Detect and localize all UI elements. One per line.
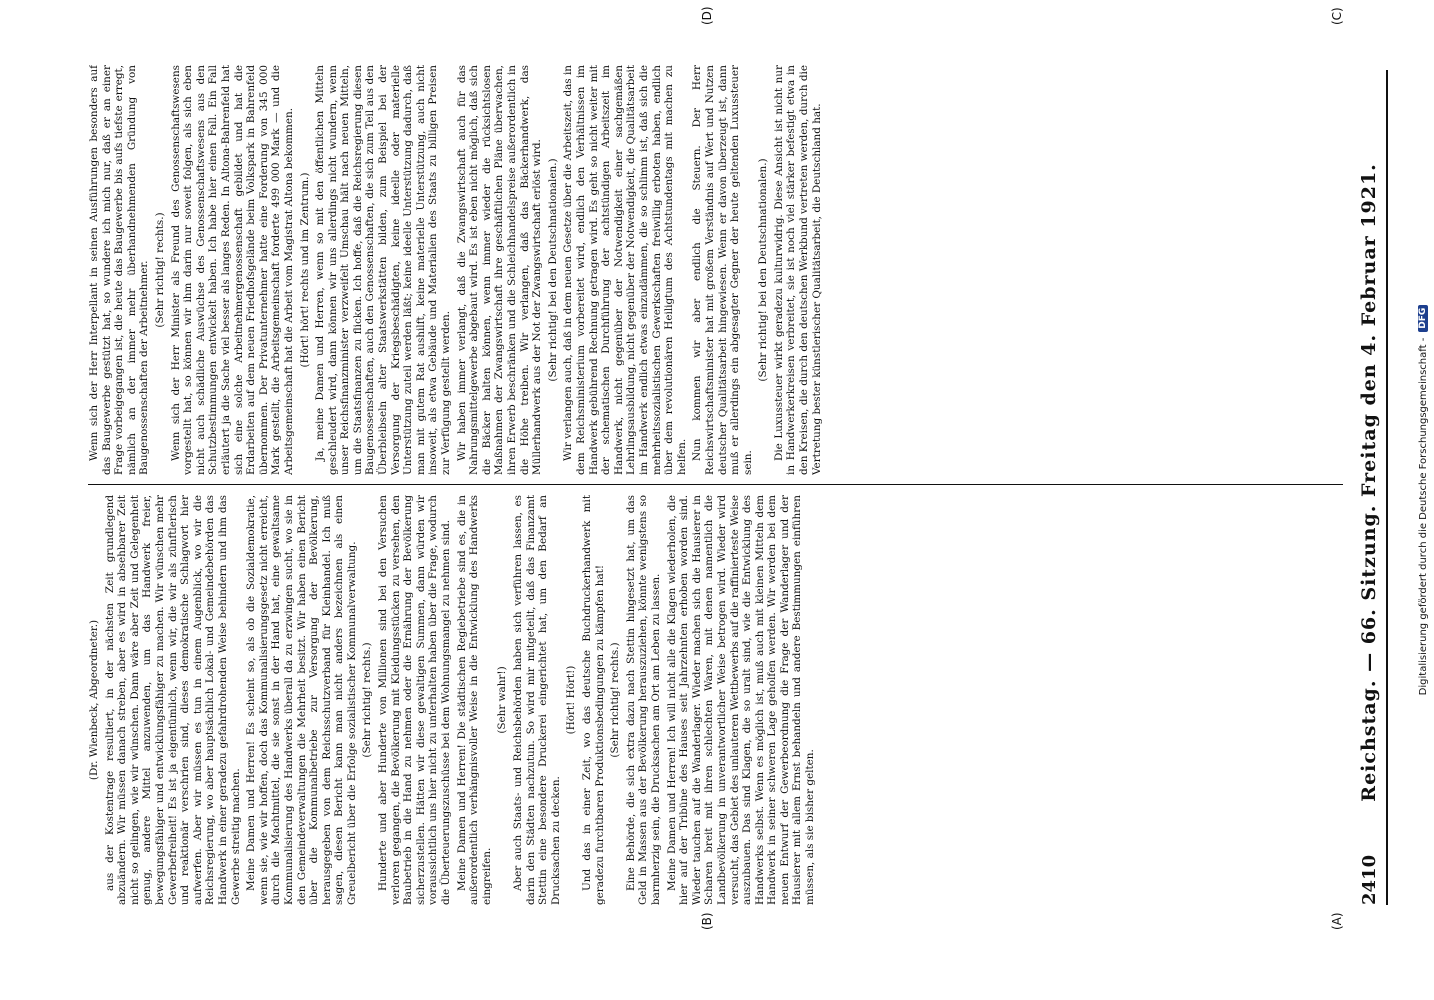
paragraph: Wenn sich der Herr Minister als Freund des Genossenschaftswesens vorgestellt hat, so können wir ihm darin nur soweit folgen, als sich eben nicht auch schädliche Auswüchse des Genossenschaftswesens aus den Schutzbestimmungen entwickelt haben. Ich habe hier einen Fall. Ein Fall erläutert ja die Sache viel besser als langes Reden. In Altona-Bahrenfeld hat sich eine solche Arbeitnehmergenossenschaft gebildet und hat die Erdarbeiten auf dem neuen Friedhofsgelände beim Volkspark in Bahrenfeld übernommen. Der Privatunternehmer hatte eine Forderung von 345 000 Mark gestellt, die Arbeitsgemeinschaft forderte 499 000 Mark — und die Arbeitsgemeinschaft hat die Arbeit vom Magistrat Altona bekommen. (169, 65, 295, 475)
page-title: Reichstag. — 66. Sitzung. Freitag den 4. Februar 1921. (1358, 163, 1380, 802)
left-text-column (88, 495, 1343, 905)
margin-marker-b: (B) (700, 912, 714, 930)
margin-marker-d: (D) (700, 6, 714, 25)
column-divider (88, 484, 1343, 485)
paragraph: Aber auch Staats- und Reichsbehörden haben sich verführen lassen, es darin den Städten nachzutun. So wird mir mitgeteilt, daß das Finanzamt Stettin eine besondere Druckerei eingerichtet hat, um den Bedarf an Drucksachen zu decken. (512, 495, 562, 905)
paragraph: Meine Damen und Herren! Ich will nicht alle die Klagen wiederholen, die hier auf der Tribüne des Hauses seit Jahrzehnten erhoben worden sind. Wieder tauchen auf die Wanderlager. Wieder machen sich die Hausierer in Scharen breit mit ihren schlechten Waren, mit denen namentlich die Landbevölkerung in unverantwortlicher Weise betrogen wird. Wieder wird versucht, das Gebiet des unlauteren Wettbewerbs auf die raffinierteste Weise auszubauen. Das sind Klagen, die so uralt sind, wie die Entwicklung des Handwerks selbst. Wenn es möglich ist, muß auch mit kleinen Mitteln dem Handwerk in seiner schweren Lage geholfen werden. Wir werden bei dem neuen Entwurf der Gewerbeordnung die Frage der Wanderlager und der Hausierer mit allem Ernst behandeln und andere Bestimmungen einführen müssen, als sie bisher gelten. (665, 495, 817, 905)
interjection: (Sehr richtig! rechts.) (609, 642, 622, 758)
speaker-line: (Dr. Wienbeck, Abgeordneter.) (88, 619, 100, 781)
paragraph: Nun kommen wir aber endlich die Steuern. Der Herr Reichswirtschaftsminister hat mit großem Verständnis auf Wert und Nutzen deutscher Qualitätsarbeit hingewiesen. Wenn er davon überzeugt ist, dann muß er allerdings ein abgesagter Gegner der heute geltenden Luxussteuer sein. (691, 65, 754, 475)
page-header (1352, 70, 1388, 905)
margin-marker-c: (C) (1330, 7, 1344, 25)
digitization-note (1408, 0, 1434, 1000)
interjection: (Sehr richtig! rechts.) (153, 212, 166, 328)
interjection: (Hört! Hört!) (565, 665, 578, 735)
paragraph: Wir verlangen auch, daß in dem neuen Gesetze über die Arbeitszeit, das in dem Reichsministerium vorbereitet wird, endlich den Verhältnissen im Handwerk gebührend Rechnung getragen wird. Es geht so nicht weiter mit der schematischen Durchführung der achtstündigen Arbeitszeit im Handwerk, nicht gegenüber der Notwendigkeit einer sachgemäßen Lehrlingsausbildung, nicht gegenüber der Notwendigkeit, die Qualitätsarbeit im Handwerk endlich etwas einzudämmen, die so schlimm ist, daß sich die mehrheitssozialistischen Gewerkschaften freiwillig erboten haben, endlich über dem revolutionären Heiligtum des Achtstundentags mit machen zu helfen. (562, 65, 688, 475)
interjection: (Sehr wahr!) (496, 666, 509, 734)
paragraph: aus der Kostentrage resultiert, in der nächsten Zeit grundlegend abzuändern. Wir müssen danach streben, aber es wird in absehbarer Zeit nicht so gelingen, wie wir wünschen. Dann wäre aber Zeit und Gelegenheit genug, andere Mittel anzuwenden, um das Handwerk freier, bewegungsfähiger und entwicklungsfähiger zu machen. Wir wünschen mehr Gewerbefreiheit! Es ist ja eigentümlich, wenn wir, die wir als zünftlerisch und reaktionär verschrien sind, dieses demokratische Schlagwort hier aufwerfen. Aber wir müssen es tun in einem Augenblick, wo wir die Reichsregierung, wo aber hauptsächlich Lokal- und Gemeindebehörden das Handwerk in einer geradezu gefahrdrohenden Weise behindern und ihm das Gewerbe streitig machen. (103, 495, 242, 905)
digitization-text: Digitalisierung gefördert durch die Deutsche Forschungsgemeinschaft - (1417, 337, 1429, 696)
dfg-logo: DFG (1418, 305, 1428, 332)
paragraph: Und das in einer Zeit, wo das deutsche Buchdruckerhandwerk mit geradezu furchtbaren Produktionsbedingungen zu kämpfen hat! (580, 495, 606, 905)
paragraph: Wenn sich der Herr Interpellant in seinen Ausführungen besonders auf das Baugewerbe gestützt hat, so wundere ich mich nur, daß er an einer Frage vorbeigegangen ist, die heute das Baugewerbe bis aufs tiefste erregt, nämlich an der immer mehr überhandnehmenden Gründung von Baugenossenschaften der Arbeitnehmer. (88, 65, 151, 475)
paragraph: Wir haben immer verlangt, daß die Zwangswirtschaft auch für das Nahrungsmittelgewerbe abgebaut wird. Es ist eben nicht möglich, daß sich die Bäcker halten können, wenn immer wieder die rücksichtslosen Maßnahmen der Zwangswirtschaft ihre geschäftlichen Pläne überwachen, ihren Erwerb beschränken und die Schleichhandelspreise außerordentlich in die Höhe treiben. Wir verlangen, daß das Bäckerhandwerk, das Müllerhandwerk aus der Not der Zwangswirtschaft erlöst wird. (455, 65, 544, 475)
paragraph: Eine Behörde, die sich extra dazu nach Stettin hingesetzt hat, um das Geld in Massen aus der Bevölkerung herauszuziehen, könnte wenigstens so barmherzig sein, die Drucksachen am Ort am Leben zu lassen. (624, 495, 662, 905)
interjection: (Sehr richtig! bei den Deutschnationalen.) (757, 158, 770, 382)
interjection: (Sehr richtig! rechts.) (361, 642, 374, 758)
page-number: 2410 (1358, 854, 1380, 905)
paragraph: Meine Damen und Herren! Die städtischen Regiebetriebe sind es, die in außerordentlich verhängnisvoller Weise in die Entwicklung des Handwerks eingreifen. (455, 495, 493, 905)
interjection: (Hört! hört! rechts und im Zentrum.) (298, 172, 311, 368)
margin-marker-a: (A) (1330, 912, 1344, 930)
paragraph: Die Luxussteuer wirkt geradezu kulturwidrig. Diese Ansicht ist nicht nur in Handwerkerkreisen verbreitet, sie ist noch viel stärker befestigt etwa in den Kreisen, die durch den deutschen Werkbund vertreten werden, durch die Vertretung bester künstlerischer Qualitätsarbeit, die Deutschland hat. (772, 65, 823, 475)
paragraph: Meine Damen und Herren! Es scheint so, als ob die Sozialdemokratie, wenn sie, wie wir hoffen, doch das Kommunalisierungsgesetz nicht erreicht, durch die Machtmittel, die sie sonst in der Hand hat, eine gewaltsame Kommunalisierung des Handwerks überall da zu erzwingen sucht, wo sie in den Gemeindeverwaltungen die Mehrheit besitzt. Wir haben einen Bericht über die Kommunalbetriebe zur Versorgung der Bevölkerung, herausgegeben von dem Reichsschutzverband für Kleinhandel. Ich muß sagen, diesen Bericht kann man nicht anders bezeichnen als einen Greuelbericht über die Erfolge sozialistischer Kommunalverwaltung. (245, 495, 358, 905)
paragraph: Ja, meine Damen und Herren, wenn so mit den öffentlichen Mitteln geschleudert wird, dann können wir uns allerdings nicht wundern, wenn unser Reichsfinanzminister verzweifelt Umschau hält nach neuen Mitteln, um die Staatsfinanzen zu flicken. Ich hoffe, daß die Reichsregierung diesen Baugenossenschaften, auch den Genossenschaften, die sich zum Teil aus den Überbleibseln alter Staatswerkstätten bilden, zum Beispiel bei der Versorgung der Kriegsbeschädigten, keine ideelle oder materielle Unterstützung zuteil werden läßt; keine ideelle Unterstützung dadurch, daß man mit gutem Rat aushilft, keine materielle Unterstützung, auch nicht insoweit, als etwa Gebäude und Materialien des Staats zu billigen Preisen zur Verfügung gestellt werden. (314, 65, 453, 475)
interjection: (Sehr richtig! bei den Deutschnationalen.) (546, 158, 559, 382)
paragraph: Hunderte und aber Hunderte von Millionen sind bei den Versuchen verloren gegangen, die Bevölkerung mit Kleidungsstücken zu versehen, den Baubetrieb in die Hand zu nehmen oder die Ernährung der Bevölkerung sicherzustellen. Hätten wir diese gewaltigen Summen, dann würden wir voraussichtlich uns hier nicht zu unterhalten haben über die Frage, wodurch die Überteuerungszuschüsse bei dem Wohnungsmangel zu nehmen sind. (377, 495, 453, 905)
right-text-column (88, 65, 1343, 475)
